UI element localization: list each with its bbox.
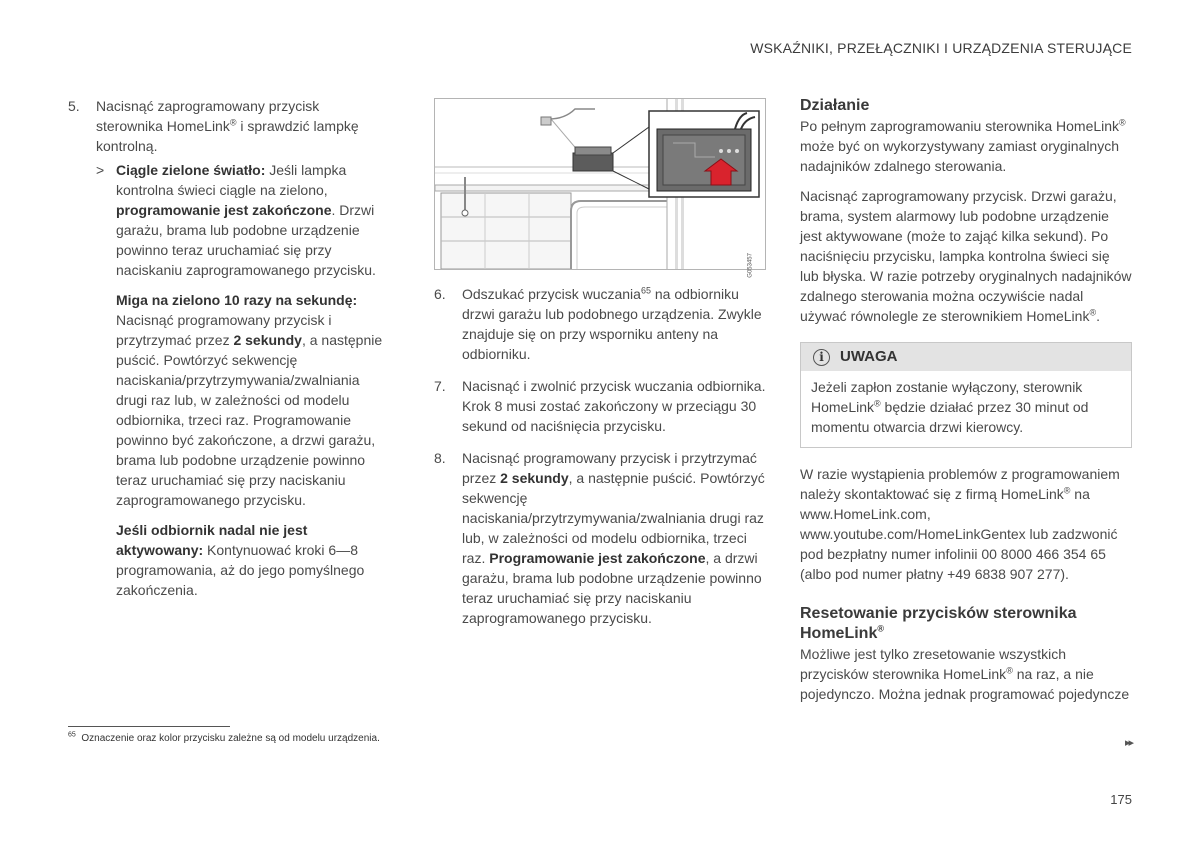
step-7	[434, 376, 768, 436]
info-icon: i	[813, 349, 830, 366]
step-body	[96, 96, 390, 600]
result-blinking-green: Miga na zielono 10 razy na sekundę: Nacisnąć programowany przycisk i przytrzymać przez 2 sekundy, a następnie puścić. Powtórzyć sekwencję naciskania/przytrzymywania/zwalniania drugi raz lub, w zależności od modelu odbiornika, trzeci raz. Programowanie powinno być zakończone, a drzwi garażu, brama lub podobne urządzenie powinno teraz uruchamiać się przy naciskaniu zaprogramowanego przycisku.	[116, 292, 383, 508]
step-number: 8.	[434, 450, 446, 466]
note-text: Jeżeli zapłon zostanie wyłączony, sterownik HomeLink® będzie działać przez 30 minut od momentu otwarcia drzwi kierowcy.	[811, 379, 1089, 435]
step-text: Nacisnąć zaprogramowany przycisk sterownika HomeLink® i sprawdzić lampkę kontrolną.	[96, 98, 359, 154]
step-text: Nacisnąć i zwolnić przycisk wuczania odbiornika. Krok 8 musi zostać zakończony w przeciągu 30 sekund od naciśnięcia przycisku.	[462, 378, 766, 434]
result-steady-green: Ciągle zielone światło: Jeśli lampka kontrolna świeci ciągle na zielono, programowanie jest zakończone. Drzwi garażu, brama lub podobne urządzenie powinno teraz uruchamiać się przy naciskaniu zaprogramowanego przycisku.	[116, 162, 376, 278]
step-number: 5.	[68, 98, 80, 114]
step-6	[434, 284, 768, 364]
step-number: 6.	[434, 286, 446, 302]
column-left	[68, 96, 390, 600]
step-5	[68, 96, 390, 600]
figure-id: G053457	[748, 253, 754, 278]
column-right	[800, 96, 1132, 704]
result-body	[116, 160, 390, 600]
note-header	[801, 343, 1131, 371]
problems-paragraph: W razie wystąpienia problemów z programowaniem należy skontaktować się z firmą HomeLink® na www.HomeLink.com, www.youtube.com/HomeLinkGentex lub zadzwonić pod bezpłatny numer infolinii 00 8000 466 354 65 (albo pod numer płatny +49 6838 907 277).	[800, 466, 1120, 582]
dzialanie-paragraph-2: Nacisnąć zaprogramowany przycisk. Drzwi garażu, brama, system alarmowy lub podobne urządzenie jest aktywowane (może to zająć kilka sekund). Po naciśnięciu przycisku, lampka kontrolna świeci się lub błyska. W razie potrzeby oryginalnych nadajników zdalnego sterowania można oczywiście nadal używać równolegle ze sterownikiem HomeLink®.	[800, 188, 1132, 324]
note-box	[800, 342, 1132, 448]
footnote-ref[interactable]: 65	[640, 285, 651, 296]
steps-list	[434, 284, 768, 628]
page-number: 175	[1110, 792, 1132, 807]
step-text: Nacisnąć programowany przycisk i przytrzymać przez 2 sekundy, a następnie puścić. Powtórzyć sekwencję naciskania/przytrzymywania/zwalniania drugi raz lub, w zależności od modelu odbiornika, trzeci raz. Programowanie jest zakończone, a drzwi garażu, brama lub podobne urządzenie powinno teraz uruchamiać się przy naciskaniu zaprogramowanego przycisku.	[462, 450, 765, 626]
note-title: UWAGA	[840, 348, 898, 365]
result-marker: >	[96, 162, 105, 178]
step-text: Odszukać przycisk wuczania$^{65}$ na odbiorniku drzwi garażu lub podobnego urządzenia. Zwykle znajduje się on przy wsporniku anteny na odbiorniku.	[462, 285, 762, 362]
footnote-divider	[68, 726, 230, 727]
reset-paragraph: Możliwe jest tylko zresetowanie wszystkich przycisków sterownika HomeLink® na raz, a nie pojedynczo. Można jednak programować pojedyncze	[800, 646, 1130, 702]
running-header: WSKAŹNIKI, PRZEŁĄCZNIKI I URZĄDZENIA STERUJĄCE	[750, 40, 1132, 56]
step-number: 7.	[434, 378, 446, 394]
column-middle	[434, 98, 768, 628]
section-heading-reset: Resetowanie przycisków sterownika HomeLink®	[800, 605, 1077, 642]
dzialanie-paragraph-1: Po pełnym zaprogramowaniu sterownika HomeLink® może być on wykorzystywany zamiast oryginalnych nadajników zdalnego sterowania.	[800, 117, 1126, 174]
result-item	[96, 160, 390, 600]
garage-opener-illustration	[434, 98, 766, 278]
continue-arrow-icon[interactable]: ▸▸	[1124, 737, 1132, 749]
footnote: $^{65}$ Oznaczenie oraz kolor przycisku zależne są od modelu urządzenia.	[68, 731, 380, 744]
garage-illustration-svg	[435, 99, 765, 269]
result-not-activated: Jeśli odbiornik nadal nie jest aktywowany: Kontynuować kroki 6—8 programowania, aż do jego pomyślnego zakończenia.	[116, 522, 365, 598]
section-heading-dzialanie: Działanie	[800, 97, 870, 114]
step-8	[434, 448, 768, 628]
